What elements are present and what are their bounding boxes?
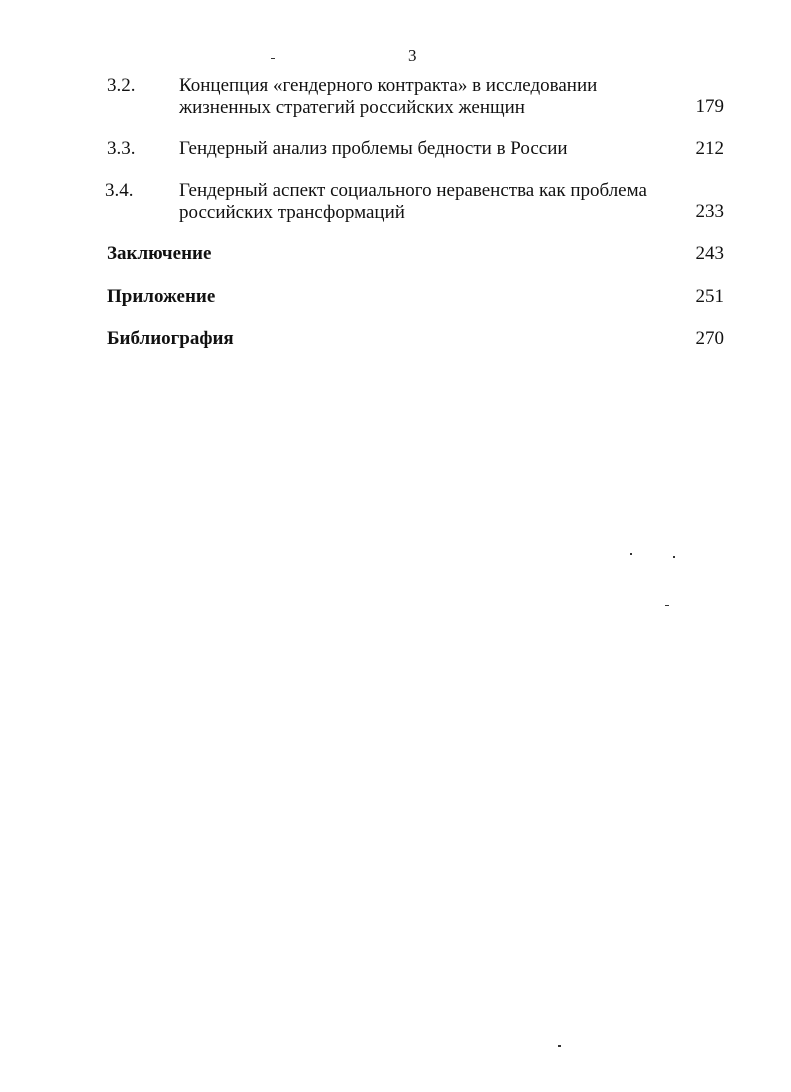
toc-entry-number: 3.2. bbox=[107, 75, 136, 96]
toc-section-title: Приложение bbox=[107, 286, 216, 307]
scan-speck bbox=[630, 553, 632, 555]
scan-speck bbox=[271, 58, 275, 59]
toc-section-title: Библиография bbox=[107, 328, 234, 349]
toc-entry-title-line: российских трансформаций bbox=[179, 202, 405, 223]
toc-entry-page: 212 bbox=[695, 138, 724, 159]
toc-entry-number: 3.4. bbox=[105, 180, 134, 201]
toc-entry-title bbox=[179, 138, 669, 160]
toc-entry-page: 233 bbox=[695, 201, 724, 222]
scan-speck bbox=[665, 605, 669, 606]
toc-entry-title bbox=[179, 180, 669, 224]
toc-section-page: 243 bbox=[695, 243, 724, 264]
toc-entry-page: 179 bbox=[695, 96, 724, 117]
toc-section-page: 270 bbox=[695, 328, 724, 349]
toc-entry-title-line: Гендерный аспект социального неравенства как проблема bbox=[179, 180, 647, 201]
toc-entry-title-line: Концепция «гендерного контракта» в исследовании bbox=[179, 75, 598, 96]
toc-entry-title-line: Гендерный анализ проблемы бедности в России bbox=[179, 138, 568, 159]
scan-speck bbox=[673, 556, 675, 558]
toc-section-title: Заключение bbox=[107, 243, 212, 264]
scan-speck bbox=[558, 1045, 561, 1047]
toc-entry-title-line: жизненных стратегий российских женщин bbox=[179, 97, 525, 118]
page-number: 3 bbox=[408, 46, 417, 65]
toc-section-page: 251 bbox=[695, 286, 724, 307]
toc-entry-number: 3.3. bbox=[107, 138, 136, 159]
toc-entry-title bbox=[179, 75, 669, 119]
